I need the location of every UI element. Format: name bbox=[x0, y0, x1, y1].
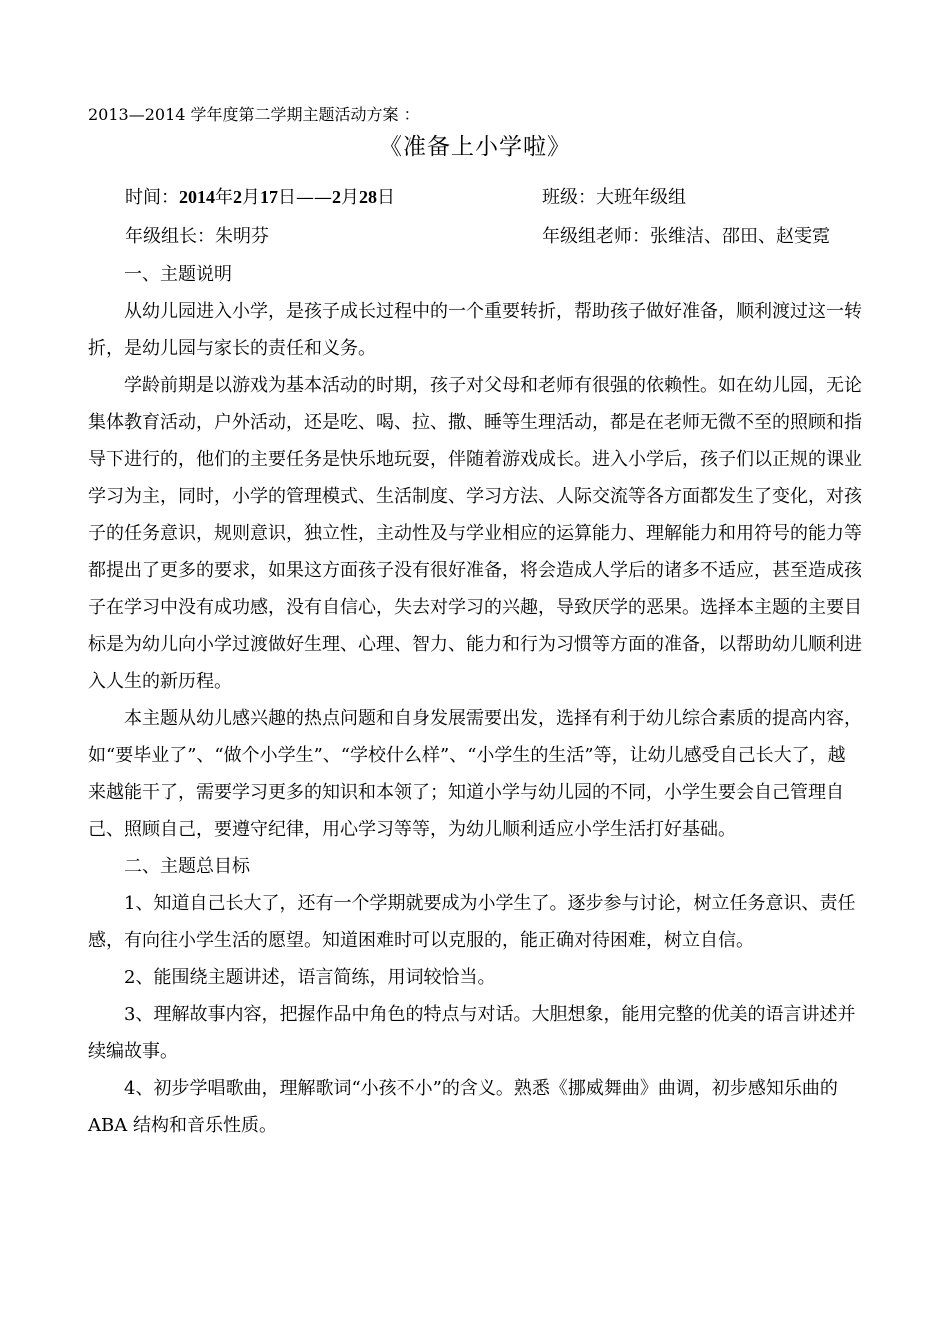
section-1-paragraph-3: 本主题从幼儿感兴趣的热点问题和自身发展需要出发，选择有利于幼儿综合素质的提高内容，如“要毕业了”、“做个小学生”、“学校什么样”、“小学生的生活”等，让幼儿感受自己长大了，越来越能干了，需要学习更多的知识和本领了；知道小学与幼儿园的不同，小学生要会自己管理自己、照顾自己，要遵守纪律，用心学习等等，为幼儿顺利适应小学生活打好基础。 bbox=[88, 708, 862, 840]
goal-4: 4、初步学唱歌曲，理解歌词“小孩不小”的含义。熟悉《挪威舞曲》曲调，初步感知乐曲的 ABA 结构和音乐性质。 bbox=[88, 1078, 838, 1136]
grade-teachers-info: 年级组老师：张维洁、邵田、赵雯霓 bbox=[542, 226, 830, 247]
grade-leader-info: 年级组长：朱明芬 bbox=[125, 226, 269, 247]
goal-1: 1、知道自己长大了，还有一个学期就要成为小学生了。逐步参与讨论，树立任务意识、责任感，有向往小学生活的愿望。知道困难时可以克服的，能正确对待困难，树立自信。 bbox=[88, 893, 856, 951]
time-info: 时间：2014年2月17日——2月28日 bbox=[125, 187, 395, 208]
document-header: 2013—2014 学年度第二学期主题活动方案 ： bbox=[88, 105, 420, 124]
goal-3: 3、理解故事内容，把握作品中角色的特点与对话。大胆想象，能用完整的优美的语言讲述并续编故事。 bbox=[88, 1004, 856, 1062]
goal-2: 2、能围绕主题讲述，语言简练，用词较恰当。 bbox=[124, 967, 496, 988]
document-body bbox=[88, 256, 862, 1144]
section-1-paragraph-2: 学龄前期是以游戏为基本活动的时期，孩子对父母和老师有很强的依赖性。如在幼儿园，无论集体教育活动，户外活动，还是吃、喝、拉、撒、睡等生理活动，都是在老师无微不至的照顾和指导下进行的，他们的主要任务是快乐地玩耍，伴随着游戏成长。进入小学后，孩子们以正规的课业学习为主，同时，小学的管理模式、生活制度、学习方法、人际交流等各方面都发生了变化，对孩子的任务意识，规则意识，独立性，主动性及与学业相应的运算能力、理解能力和用符号的能力等都提出了更多的要求，如果这方面孩子没有很好准备，将会造成人学后的诸多不适应，甚至造成孩子在学习中没有成功感，没有自信心，失去对学习的兴趣，导致厌学的恶果。选择本主题的主要目标是为幼儿向小学过渡做好生理、心理、智力、能力和行为习惯等方面的准备，以帮助幼儿顺利进入人生的新历程。 bbox=[88, 375, 862, 692]
section-2-heading: 二、主题总目标 bbox=[124, 856, 250, 877]
section-1-heading: 一、主题说明 bbox=[124, 264, 232, 285]
document-title: 《准备上小学啦》 bbox=[379, 134, 571, 160]
class-info: 班级：大班年级组 bbox=[542, 187, 686, 208]
section-1-paragraph-1: 从幼儿园进入小学，是孩子成长过程中的一个重要转折，帮助孩子做好准备，顺利渡过这一转折，是幼儿园与家长的责任和义务。 bbox=[88, 301, 862, 359]
